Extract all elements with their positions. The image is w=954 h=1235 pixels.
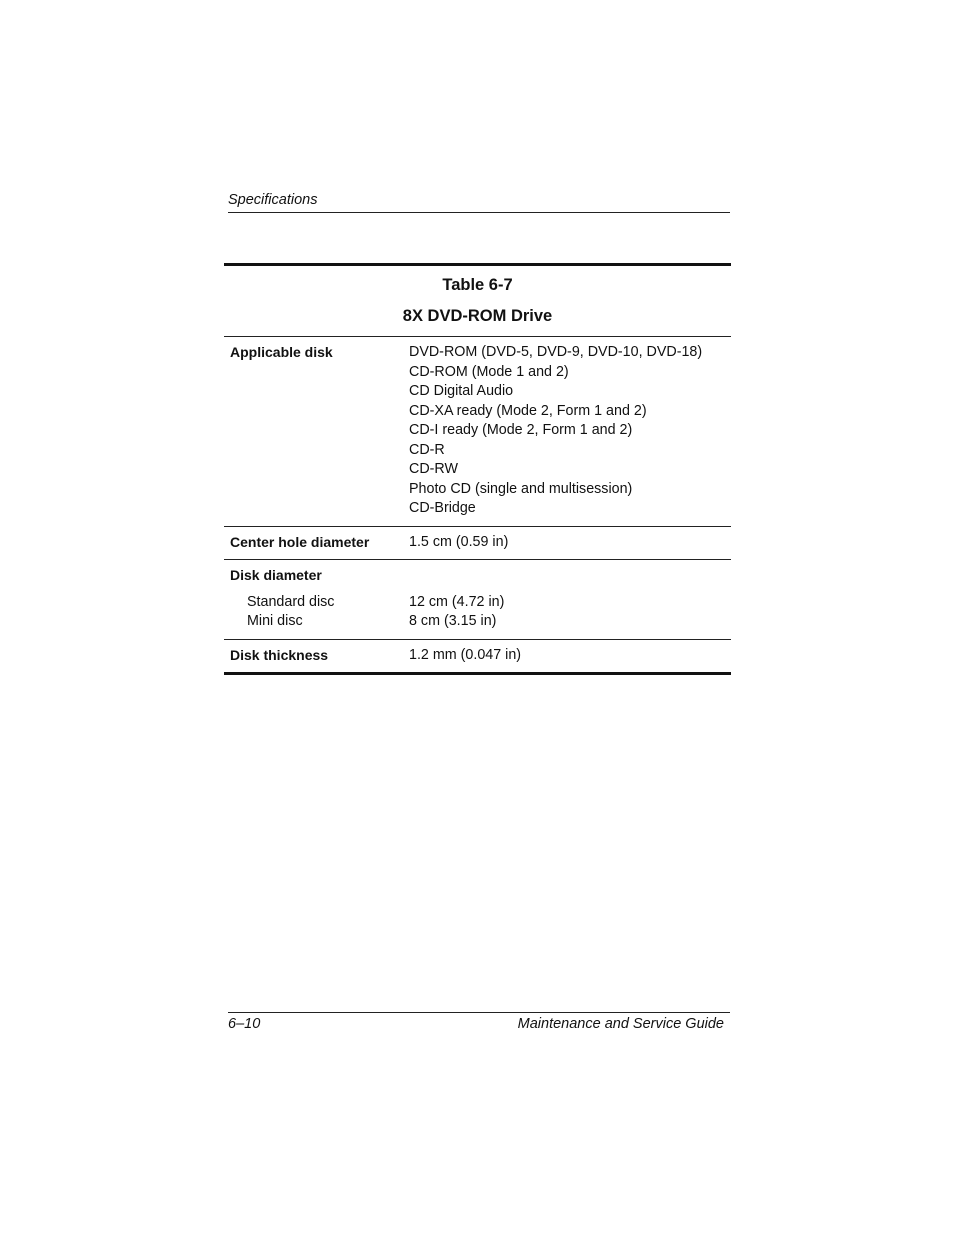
subrow-label: Standard disc bbox=[247, 593, 335, 610]
table-row-disk-thickness bbox=[224, 640, 731, 673]
value-line: CD Digital Audio bbox=[409, 383, 514, 399]
subrow-mini-disc bbox=[224, 612, 731, 632]
value-line: CD-Bridge bbox=[409, 500, 476, 516]
table-row-applicable-disk bbox=[224, 337, 731, 527]
row-value bbox=[409, 533, 731, 553]
value-line: CD-XA ready (Mode 2, Form 1 and 2) bbox=[409, 402, 647, 419]
subrows bbox=[224, 593, 731, 632]
subrow-value: 8 cm (3.15 in) bbox=[409, 613, 497, 629]
row-label: Disk thickness bbox=[230, 646, 329, 663]
row-label: Center hole diameter bbox=[230, 533, 370, 550]
page-number: 6–10 bbox=[228, 1016, 261, 1032]
value-line: Photo CD (single and multisession) bbox=[409, 480, 633, 497]
row-label: Applicable disk bbox=[230, 344, 333, 360]
table-number: Table 6-7 bbox=[442, 276, 513, 294]
running-header bbox=[228, 190, 730, 213]
value-line: DVD-ROM (DVD-5, DVD-9, DVD-10, DVD-18) bbox=[409, 344, 703, 360]
spec-table bbox=[224, 263, 731, 675]
row-value bbox=[409, 646, 731, 666]
value-line: CD-R bbox=[409, 441, 445, 458]
section-title: Specifications bbox=[228, 192, 318, 208]
subrow-standard-disc bbox=[224, 593, 731, 613]
value-line: 1.5 cm (0.59 in) bbox=[409, 533, 509, 550]
table-row-center-hole-diameter bbox=[224, 527, 731, 561]
subrow-label: Mini disc bbox=[247, 613, 303, 629]
subrow-value: 12 cm (4.72 in) bbox=[409, 593, 505, 610]
row-values bbox=[409, 343, 731, 519]
table-caption bbox=[224, 266, 731, 337]
value-line: CD-I ready (Mode 2, Form 1 and 2) bbox=[409, 422, 633, 438]
value-line: CD-RW bbox=[409, 461, 458, 477]
table-row-disk-diameter bbox=[224, 560, 731, 640]
row-label: Disk diameter bbox=[230, 567, 322, 583]
table-title: 8X DVD-ROM Drive bbox=[402, 307, 553, 325]
guide-title: Maintenance and Service Guide bbox=[517, 1016, 724, 1032]
running-footer bbox=[228, 1012, 730, 1034]
value-line: 1.2 mm (0.047 in) bbox=[409, 646, 522, 663]
value-line: CD-ROM (Mode 1 and 2) bbox=[409, 363, 569, 380]
